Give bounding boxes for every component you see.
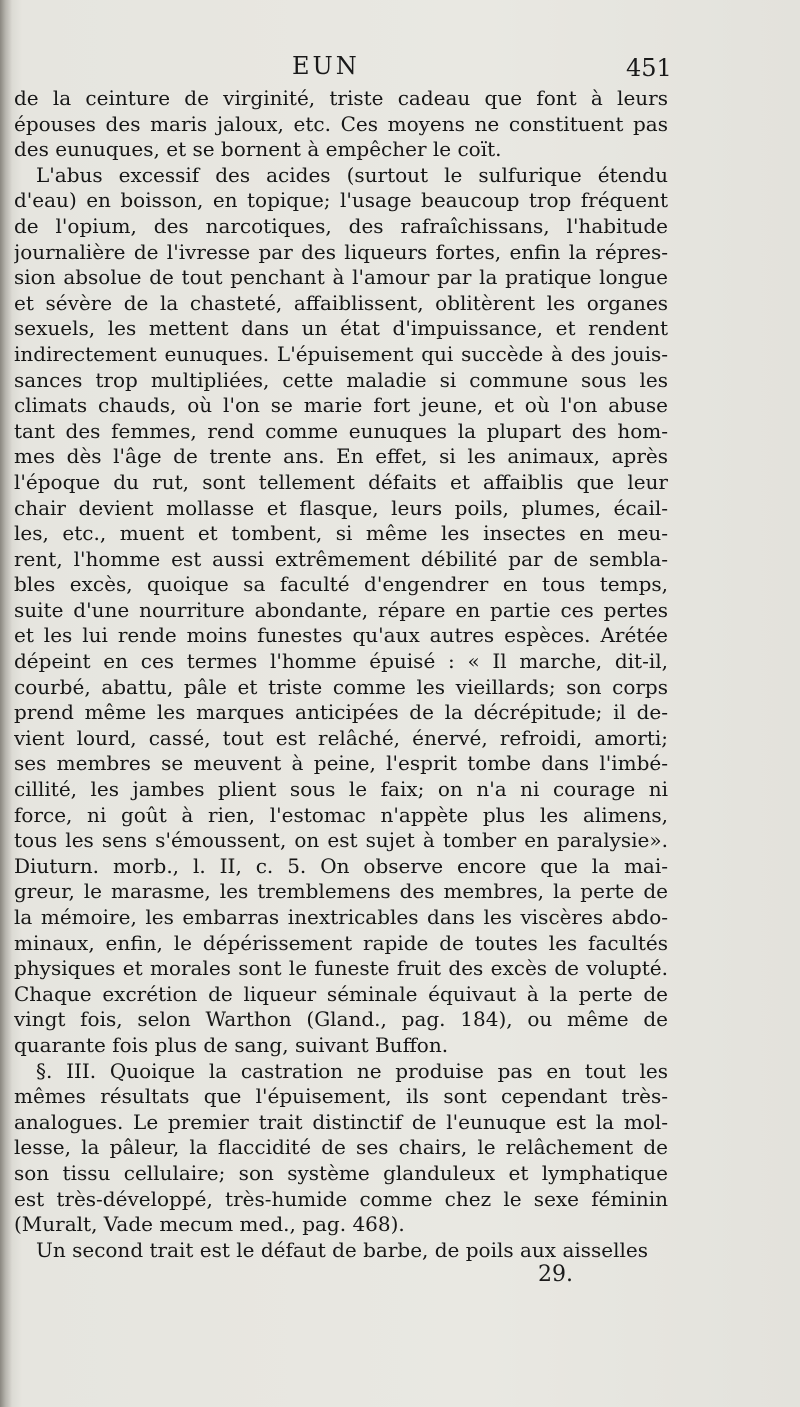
text-line: sion absolue de tout penchant à l'amour par la pratique longue [14, 265, 668, 290]
text-line: quarante fois plus de sang, suivant Buffon. [14, 1032, 449, 1057]
text-line: de l'opium, des narcotiques, des rafraîchissans, l'habitude [14, 213, 668, 238]
text-line: cillité, les jambes plient sous le faix; on n'a ni courage ni [14, 777, 668, 802]
text-line: prend même les marques anticipées de la décrépitude; il de- [14, 700, 668, 725]
text-line: des eunuques, et se bornent à empêcher le coït. [14, 137, 502, 162]
text-line: L'abus excessif des acides (surtout le sulfurique étendu [36, 162, 668, 187]
text-line: force, ni goût à rien, l'estomac n'appète plus les alimens, [14, 802, 668, 827]
text-line: tant des femmes, rend comme eunuques la plupart des hom- [14, 418, 668, 443]
text-line: greur, le marasme, les tremblemens des membres, la perte de [14, 879, 668, 904]
text-line: de la ceinture de virginité, triste cadeau que font à leurs [14, 86, 668, 110]
text-line: courbé, abattu, pâle et triste comme les vieillards; son corps [14, 674, 668, 699]
text-line: mêmes résultats que l'épuisement, ils sont cependant très- [14, 1084, 668, 1109]
page-number: 451 [626, 54, 672, 82]
text-line: Chaque excrétion de liqueur séminale équivaut à la perte de [14, 981, 668, 1006]
text-line: ses membres se meuvent à peine, l'esprit tombe dans l'imbé- [14, 751, 668, 776]
page-gutter-shadow [0, 0, 12, 1407]
text-line: minaux, enfin, le dépérissement rapide de toutes les facultés [14, 930, 668, 955]
text-line: tous les sens s'émoussent, on est sujet à tomber en paralysie». [14, 828, 668, 853]
text-line: l'époque du rut, sont tellement défaits et affaiblis que leur [14, 469, 668, 494]
text-line: et les lui rende moins funestes qu'aux autres espèces. Arétée [14, 623, 668, 648]
page-header [0, 48, 800, 88]
text-line: Un second trait est le défaut de barbe, de poils aux aisselles [36, 1237, 649, 1262]
text-line: §. III. Quoique la castration ne produise pas en tout les [36, 1058, 668, 1083]
text-line: mes dès l'âge de trente ans. En effet, si les animaux, après [14, 444, 668, 469]
text-line: les, etc., muent et tombent, si même les insectes en meu- [14, 521, 668, 546]
text-line: (Muralt, Vade mecum med., pag. 468). [14, 1212, 405, 1237]
text-line: rent, l'homme est aussi extrêmement débilité par de sembla- [14, 546, 668, 571]
text-line: vient lourd, cassé, tout est relâché, énervé, refroidi, amorti; [14, 725, 668, 750]
text-line: indirectement eunuques. L'épuisement qui succède à des jouis- [14, 341, 668, 366]
text-line: analogues. Le premier trait distinctif de l'eunuque est la mol- [14, 1109, 668, 1134]
text-line: la mémoire, les embarras inextricables dans les viscères abdo- [14, 905, 668, 929]
text-line: sexuels, les mettent dans un état d'impuissance, et rendent [14, 316, 668, 341]
text-line: d'eau) en boisson, en topique; l'usage beaucoup trop fréquent [14, 188, 668, 213]
text-line: journalière de l'ivresse par des liqueurs fortes, enfin la répres- [14, 239, 668, 264]
text-line: est très-développé, très-humide comme chez le sexe féminin [14, 1186, 668, 1211]
body-text [14, 86, 668, 1263]
text-line: sances trop multipliées, cette maladie si commune sous les [14, 367, 668, 392]
running-title: EUN [292, 52, 360, 80]
text-line: lesse, la pâleur, la flaccidité de ses chairs, le relâchement de [14, 1135, 668, 1160]
text-line: chair devient mollasse et flasque, leurs poils, plumes, écail- [14, 495, 668, 520]
text-line: suite d'une nourriture abondante, répare en partie ces pertes [14, 597, 668, 622]
text-line: son tissu cellulaire; son système glanduleux et lymphatique [14, 1160, 668, 1185]
text-line: vingt fois, selon Warthon (Gland., pag. 184), ou même de [14, 1007, 668, 1032]
signature-mark: 29. [538, 1262, 573, 1287]
text-line: physiques et morales sont le funeste fruit des excès de volupté. [14, 956, 668, 981]
text-line: et sévère de la chasteté, affaiblissent, oblitèrent les organes [14, 290, 668, 315]
text-line: épouses des maris jaloux, etc. Ces moyens ne constituent pas [14, 111, 668, 136]
text-line: Diuturn. morb., l. II, c. 5. On observe encore que la mai- [14, 853, 668, 878]
text-line: bles excès, quoique sa faculté d'engendrer en tous temps, [14, 572, 668, 597]
text-line: dépeint en ces termes l'homme épuisé : « Il marche, dit-il, [14, 649, 668, 674]
text-line: climats chauds, où l'on se marie fort jeune, et où l'on abuse [14, 393, 668, 418]
